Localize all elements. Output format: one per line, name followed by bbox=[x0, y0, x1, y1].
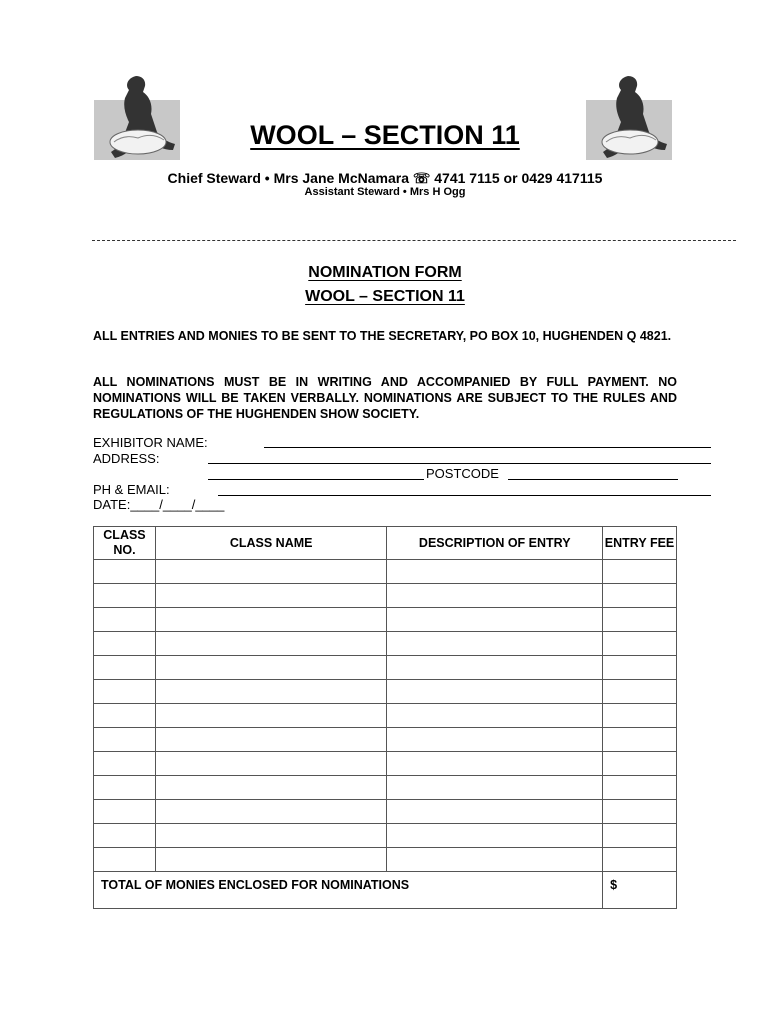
description-cell[interactable] bbox=[387, 656, 603, 680]
table-row bbox=[94, 608, 677, 632]
class-name-cell[interactable] bbox=[155, 680, 386, 704]
instruction-nominations: ALL NOMINATIONS MUST BE IN WRITING AND ACCOMPANIED BY FULL PAYMENT. NO NOMINATIONS WILL BE TAKEN VERBALLY. NOMINATIONS ARE SUBJECT TO THE RULES AND REGULATIONS OF THE HUGHENDEN SHOW SOCIETY. bbox=[93, 375, 677, 421]
instruction-entries: ALL ENTRIES AND MONIES TO BE SENT TO THE SECRETARY, PO BOX 10, HUGHENDEN Q 4821. bbox=[93, 329, 672, 343]
class-name-cell[interactable] bbox=[155, 728, 386, 752]
ph-email-input[interactable] bbox=[218, 495, 711, 496]
table-header-row bbox=[94, 527, 677, 560]
entry-fee-cell[interactable] bbox=[603, 656, 677, 680]
description-cell[interactable] bbox=[387, 560, 603, 584]
table-row bbox=[94, 680, 677, 704]
class-no-cell[interactable] bbox=[94, 704, 156, 728]
entry-fee-cell[interactable] bbox=[603, 704, 677, 728]
class-no-cell[interactable] bbox=[94, 560, 156, 584]
class-no-cell[interactable] bbox=[94, 680, 156, 704]
entry-fee-cell[interactable] bbox=[603, 824, 677, 848]
table-row bbox=[94, 656, 677, 680]
form-title: NOMINATION FORM bbox=[308, 264, 462, 281]
class-no-cell[interactable] bbox=[94, 584, 156, 608]
class-name-cell[interactable] bbox=[155, 848, 386, 872]
form-subtitle: WOOL – SECTION 11 bbox=[305, 288, 465, 305]
entry-fee-cell[interactable] bbox=[603, 752, 677, 776]
table-row bbox=[94, 728, 677, 752]
table-row bbox=[94, 584, 677, 608]
class-no-cell[interactable] bbox=[94, 728, 156, 752]
col-entry-fee: ENTRY FEE bbox=[603, 527, 677, 560]
entry-fee-cell[interactable] bbox=[603, 632, 677, 656]
entry-fee-cell[interactable] bbox=[603, 584, 677, 608]
description-cell[interactable] bbox=[387, 608, 603, 632]
ph-email-label: PH & EMAIL: bbox=[93, 482, 170, 497]
entry-fee-cell[interactable] bbox=[603, 680, 677, 704]
class-name-cell[interactable] bbox=[155, 632, 386, 656]
description-cell[interactable] bbox=[387, 752, 603, 776]
class-name-cell[interactable] bbox=[155, 584, 386, 608]
entry-fee-cell[interactable] bbox=[603, 848, 677, 872]
entry-fee-cell[interactable] bbox=[603, 776, 677, 800]
exhibitor-name-input[interactable] bbox=[264, 447, 711, 448]
class-name-cell[interactable] bbox=[155, 824, 386, 848]
address-line-2-input[interactable] bbox=[208, 479, 424, 480]
class-name-cell[interactable] bbox=[155, 560, 386, 584]
class-no-cell[interactable] bbox=[94, 824, 156, 848]
table-row bbox=[94, 704, 677, 728]
total-amount-field[interactable]: $ bbox=[603, 872, 677, 909]
entry-fee-cell[interactable] bbox=[603, 800, 677, 824]
class-name-cell[interactable] bbox=[155, 752, 386, 776]
description-cell[interactable] bbox=[387, 584, 603, 608]
class-name-cell[interactable] bbox=[155, 608, 386, 632]
total-row bbox=[94, 872, 677, 909]
divider bbox=[92, 240, 736, 241]
exhibitor-name-label: EXHIBITOR NAME: bbox=[93, 435, 208, 450]
class-no-cell[interactable] bbox=[94, 608, 156, 632]
total-label: TOTAL OF MONIES ENCLOSED FOR NOMINATIONS bbox=[94, 872, 603, 909]
table-row bbox=[94, 824, 677, 848]
description-cell[interactable] bbox=[387, 728, 603, 752]
entry-fee-cell[interactable] bbox=[603, 728, 677, 752]
postcode-label: POSTCODE bbox=[426, 466, 499, 481]
class-no-cell[interactable] bbox=[94, 800, 156, 824]
class-no-cell[interactable] bbox=[94, 848, 156, 872]
table-row bbox=[94, 752, 677, 776]
description-cell[interactable] bbox=[387, 776, 603, 800]
description-cell[interactable] bbox=[387, 800, 603, 824]
col-class-no: CLASS NO. bbox=[94, 527, 156, 560]
class-no-cell[interactable] bbox=[94, 776, 156, 800]
col-class-name: CLASS NAME bbox=[155, 527, 386, 560]
table-row bbox=[94, 776, 677, 800]
class-no-cell[interactable] bbox=[94, 752, 156, 776]
description-cell[interactable] bbox=[387, 824, 603, 848]
assistant-steward: Assistant Steward • Mrs H Ogg bbox=[304, 186, 466, 198]
class-name-cell[interactable] bbox=[155, 800, 386, 824]
class-no-cell[interactable] bbox=[94, 656, 156, 680]
postcode-input[interactable] bbox=[508, 479, 678, 480]
entry-fee-cell[interactable] bbox=[603, 608, 677, 632]
table-row bbox=[94, 800, 677, 824]
table-row bbox=[94, 848, 677, 872]
page-title: WOOL – SECTION 11 bbox=[250, 120, 520, 150]
description-cell[interactable] bbox=[387, 680, 603, 704]
table-row bbox=[94, 560, 677, 584]
description-cell[interactable] bbox=[387, 632, 603, 656]
table-row bbox=[94, 632, 677, 656]
col-description: DESCRIPTION OF ENTRY bbox=[387, 527, 603, 560]
address-label: ADDRESS: bbox=[93, 451, 160, 466]
class-name-cell[interactable] bbox=[155, 776, 386, 800]
description-cell[interactable] bbox=[387, 704, 603, 728]
class-name-cell[interactable] bbox=[155, 704, 386, 728]
address-input[interactable] bbox=[208, 463, 711, 464]
chief-steward: Chief Steward • Mrs Jane McNamara ☏ 4741 7115 or 0429 417115 bbox=[167, 170, 603, 186]
class-name-cell[interactable] bbox=[155, 656, 386, 680]
class-no-cell[interactable] bbox=[94, 632, 156, 656]
description-cell[interactable] bbox=[387, 848, 603, 872]
date-field[interactable]: DATE:____/____/____ bbox=[93, 497, 225, 512]
entries-table bbox=[93, 526, 677, 909]
entry-fee-cell[interactable] bbox=[603, 560, 677, 584]
